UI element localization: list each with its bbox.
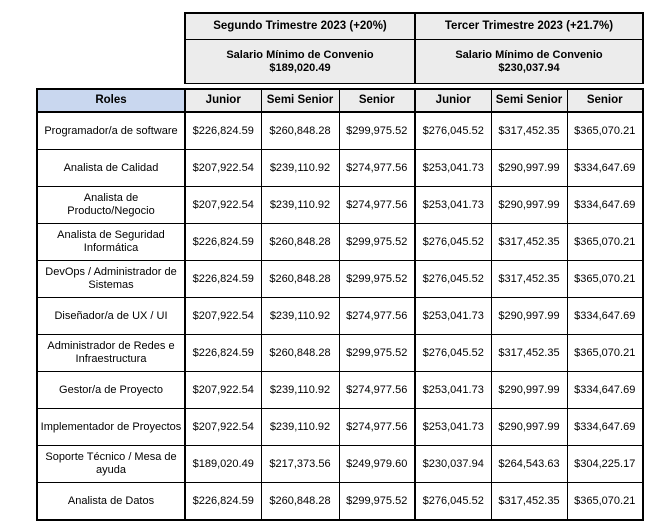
salary-cell: $239,110.92 [261,298,339,335]
salary-cell: $253,041.73 [415,298,491,335]
role-cell: Analista de Calidad [37,150,185,187]
salary-cell: $276,045.52 [415,261,491,298]
salary-cell: $253,041.73 [415,187,491,224]
table-row [37,483,643,521]
salary-cell: $365,070.21 [567,261,643,298]
salary-cell: $299,975.52 [339,112,415,150]
role-cell: Analista de Seguridad Informática [37,224,185,261]
salary-cell: $207,922.54 [185,298,261,335]
salary-cell: $334,647.69 [567,150,643,187]
salary-cell: $290,997.99 [491,150,567,187]
role-cell: Diseñador/a de UX / UI [37,298,185,335]
salary-cell: $276,045.52 [415,335,491,372]
salary-cell: $249,979.60 [339,446,415,483]
table-row [37,372,643,409]
salary-cell: $334,647.69 [567,298,643,335]
salary-cell: $226,824.59 [185,261,261,298]
salary-cell: $226,824.59 [185,224,261,261]
table-row [37,335,643,372]
salary-cell: $290,997.99 [491,298,567,335]
salary-cell: $207,922.54 [185,409,261,446]
salary-cell: $189,020.49 [185,446,261,483]
corner-blank [37,13,185,40]
salary-cell: $207,922.54 [185,187,261,224]
salary-cell: $365,070.21 [567,335,643,372]
header-level: Junior [415,89,491,112]
salary-cell: $260,848.28 [261,483,339,521]
role-cell: Gestor/a de Proyecto [37,372,185,409]
salary-cell: $217,373.56 [261,446,339,483]
role-cell: Programador/a de software [37,112,185,150]
salary-cell: $334,647.69 [567,372,643,409]
salary-cell: $317,452.35 [491,112,567,150]
salary-label: Salario Mínimo de Convenio [226,48,374,61]
salary-cell: $304,225.17 [567,446,643,483]
header-level: Senior [339,89,415,112]
salary-cell: $334,647.69 [567,409,643,446]
quarter-q2-title: Segundo Trimestre 2023 (+20%) [185,13,415,40]
salary-cell: $226,824.59 [185,335,261,372]
salary-cell: $299,975.52 [339,483,415,521]
table-row [37,187,643,224]
salary-cell: $317,452.35 [491,224,567,261]
salary-cell: $226,824.59 [185,483,261,521]
role-cell: DevOps / Administrador de Sistemas [37,261,185,298]
role-cell: Analista de Datos [37,483,185,521]
header-level: Semi Senior [261,89,339,112]
salary-cell: $274,977.56 [339,150,415,187]
quarter-q2-salary [185,40,415,84]
salary-cell: $276,045.52 [415,112,491,150]
salary-cell: $276,045.52 [415,224,491,261]
salary-cell: $299,975.52 [339,335,415,372]
salary-cell: $317,452.35 [491,483,567,521]
salary-cell: $334,647.69 [567,187,643,224]
salary-cell: $274,977.56 [339,409,415,446]
header-level: Semi Senior [491,89,567,112]
table-row [37,446,643,483]
table-row [37,112,643,150]
salary-cell: $317,452.35 [491,335,567,372]
role-cell: Analista de Producto/Negocio [37,187,185,224]
salary-cell: $239,110.92 [261,372,339,409]
salary-cell: $260,848.28 [261,335,339,372]
salary-cell: $239,110.92 [261,409,339,446]
quarter-q3-salary [415,40,643,84]
header-level: Senior [567,89,643,112]
salary-cell: $253,041.73 [415,409,491,446]
table-row [37,150,643,187]
salary-label: Salario Mínimo de Convenio [455,48,603,61]
salary-cell: $274,977.56 [339,187,415,224]
salary-cell: $264,543.63 [491,446,567,483]
salary-cell: $226,824.59 [185,112,261,150]
salary-cell: $299,975.52 [339,261,415,298]
table-row [37,409,643,446]
salary-cell: $260,848.28 [261,224,339,261]
salary-cell: $239,110.92 [261,187,339,224]
salary-cell: $260,848.28 [261,112,339,150]
salary-cell: $365,070.21 [567,483,643,521]
salary-cell: $290,997.99 [491,409,567,446]
role-cell: Soporte Técnico / Mesa de ayuda [37,446,185,483]
salary-value: $230,037.94 [498,61,560,74]
table-row [37,298,643,335]
table-row [37,224,643,261]
header-level: Junior [185,89,261,112]
salary-cell: $276,045.52 [415,483,491,521]
role-cell: Implementador de Proyectos [37,409,185,446]
role-cell: Administrador de Redes e Infraestructura [37,335,185,372]
salary-cell: $274,977.56 [339,372,415,409]
salary-cell: $317,452.35 [491,261,567,298]
salary-cell: $274,977.56 [339,298,415,335]
salary-cell: $290,997.99 [491,372,567,409]
salary-cell: $253,041.73 [415,372,491,409]
salary-cell: $230,037.94 [415,446,491,483]
header-roles: Roles [37,89,185,112]
salary-value: $189,020.49 [269,61,331,74]
salary-cell: $365,070.21 [567,224,643,261]
salary-cell: $290,997.99 [491,187,567,224]
salary-cell: $253,041.73 [415,150,491,187]
salary-cell: $260,848.28 [261,261,339,298]
salary-cell: $207,922.54 [185,150,261,187]
quarter-q3-title: Tercer Trimestre 2023 (+21.7%) [415,13,643,40]
table-row [37,261,643,298]
salary-cell: $239,110.92 [261,150,339,187]
salary-cell: $207,922.54 [185,372,261,409]
table-body [37,112,643,520]
salary-cell: $299,975.52 [339,224,415,261]
corner-blank [37,40,185,84]
salary-cell: $365,070.21 [567,112,643,150]
salary-table [36,12,644,521]
